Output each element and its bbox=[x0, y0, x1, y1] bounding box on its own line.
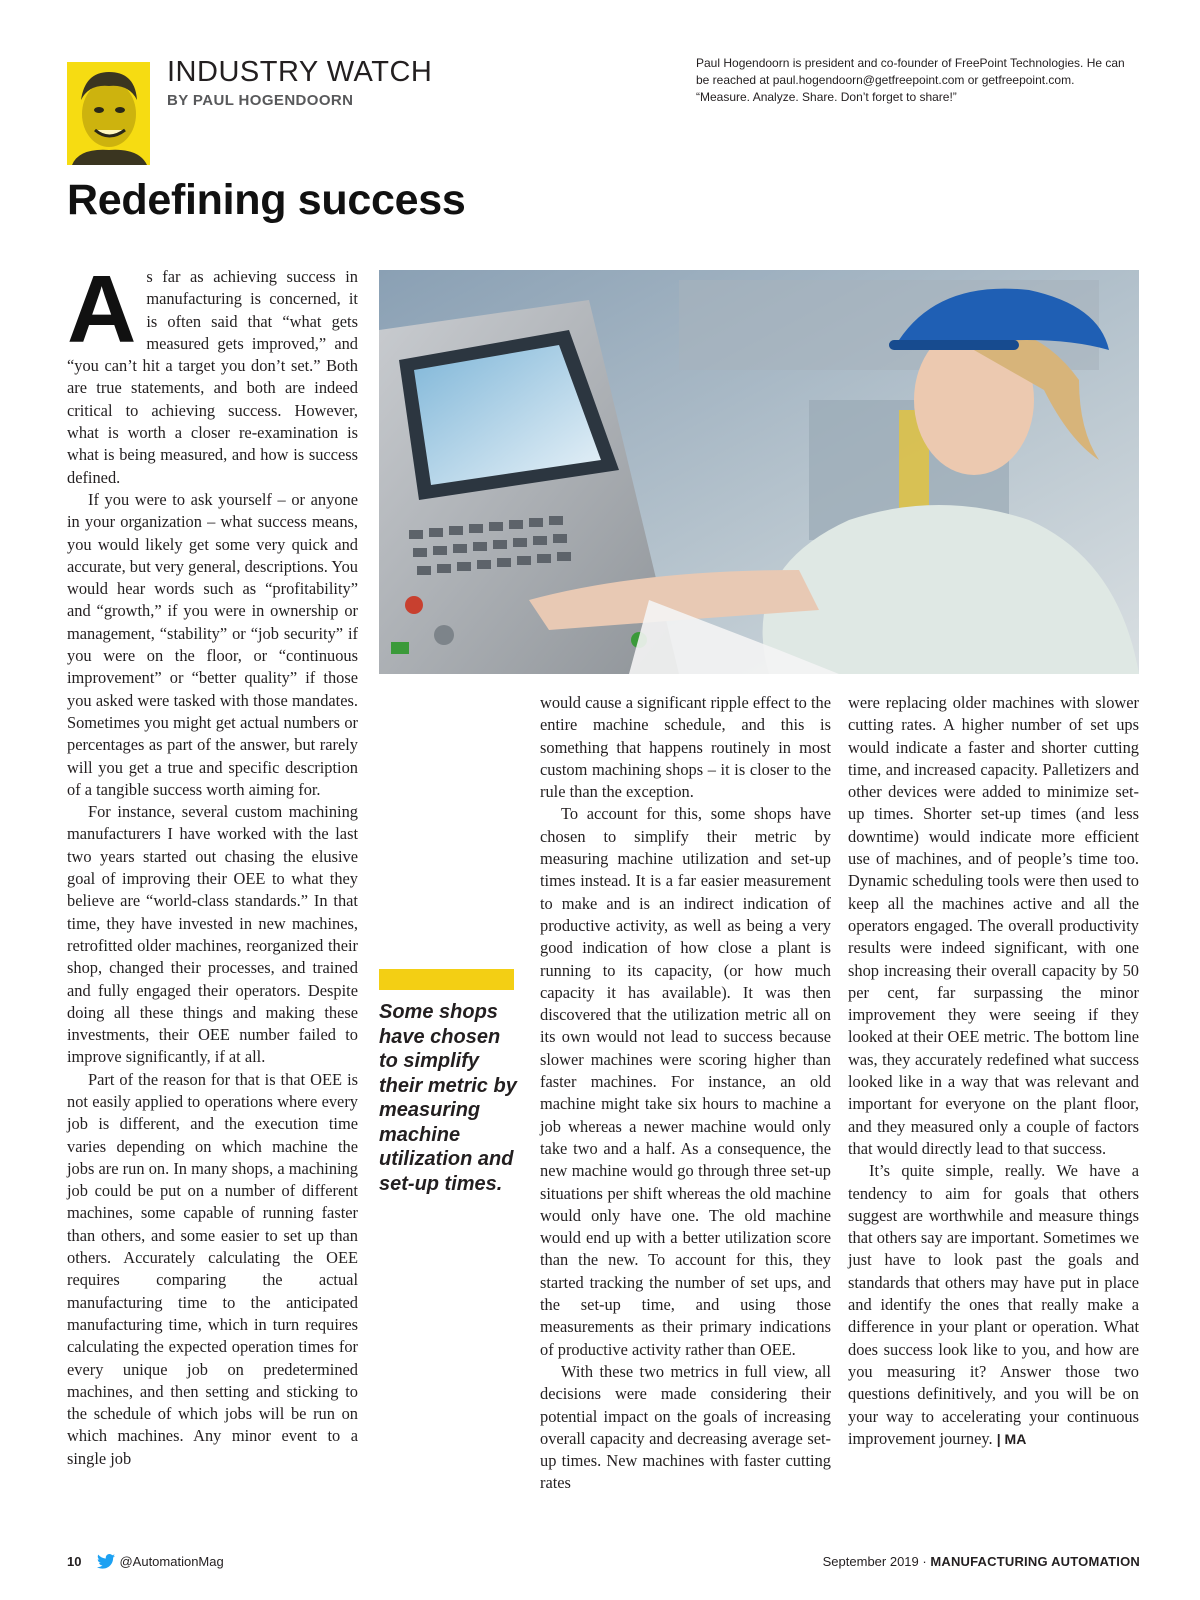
paragraph: With these two metrics in full view, all decisions were made considering their potential impact on the goals of increasing overall capacity and decreasing average set-up times. New machines with faster cutting rates bbox=[540, 1361, 831, 1493]
pull-quote-accent-bar bbox=[379, 969, 514, 990]
author-portrait bbox=[67, 62, 150, 165]
article-column-2 bbox=[540, 692, 831, 1495]
article-column-3 bbox=[848, 692, 1139, 1450]
issue-date: September 2019 · bbox=[822, 1554, 927, 1569]
paragraph: To account for this, some shops have chosen to simplify their metric by measuring machine utilization and set-up times instead. It is a far easier measurement to make and is an indirect indication of productive activity, as well as being a very good indication of how close a plant is running to its capacity, (or how much capacity it has available). It was then discovered that the utilization metric all on its own would not lead to success because slower machines were scoring higher than faster machines. For instance, an old machine might take six hours to machine a job whereas a newer machine would only take two and a half. As a consequence, the new machine would go through three set-up situations per shift whereas the old machine would only have one. The old machine would end up with a better utilization score than the new. To account for this, they started tracking the number of set ups, and the set-up time, and using those measurements as their primary indications of productive activity rather than OEE. bbox=[540, 804, 831, 1359]
pull-quote: Some shops have chosen to simplify their metric by measuring machine utilization and set-up times. bbox=[379, 1001, 517, 1195]
article-photo bbox=[379, 270, 1139, 674]
paragraph: would cause a significant ripple effect to the entire machine schedule, and this is something that happens routinely in most custom machining shops – it is closer to the rule than the exception. bbox=[540, 693, 831, 802]
twitter-handle[interactable]: @AutomationMag bbox=[119, 1554, 224, 1569]
end-mark: | MA bbox=[996, 1430, 1027, 1447]
author-bio: Paul Hogendoorn is president and co-founder of FreePoint Technologies. He can be reached at paul.hogendoorn@getfreepoint.com or getfreepoint.com. “Measure. Analyze. Share. Don’t forget to share!” bbox=[696, 56, 1125, 104]
paragraph bbox=[848, 1160, 1139, 1450]
paragraph: were replacing older machines with slower cutting rates. A higher number of set ups would indicate a faster and shorter cutting time, and increased capacity. Palletizers and other devices were added to minimize set-up times. Shorter set-up times (and less downtime) would indicate more efficient use of machines, and of people’s time too. Dynamic scheduling tools were then used to keep all the machines active and all the operators engaged. The overall productivity results were indeed significant, with one shop increasing their overall capacity by 50 per cent, far surpassing the minor improvement they were seeing if they looked at their OEE metric. The bottom line was, they accurately redefined what success looked like in a way that was relevant and important for everyone on the plant floor, and they measured only a couple of factors that would directly lead to that success. bbox=[848, 693, 1139, 1158]
twitter-icon bbox=[97, 1554, 115, 1569]
page-number: 10 bbox=[67, 1554, 82, 1569]
author-byline: BY PAUL HOGENDOORN bbox=[167, 92, 354, 109]
article-column-1 bbox=[67, 256, 358, 1470]
paragraph: Part of the reason for that is that OEE is not easily applied to operations where every job is different, and the execution time varies depending on which machine the jobs are run on. In many shops, a machining job could be put on a number of different machines, some capable of running faster than others, and some easier to set up than others. Accurately calculating the OEE requires comparing the actual manufacturing time to the anticipated manufacturing time, which in turn requires calculating the expected operation times for every unique job on predetermined machines, and then setting and sticking to the schedule of which jobs will be run on which machines. Any minor event to a single job bbox=[67, 1069, 358, 1468]
paragraph: For instance, several custom machining manufacturers I have worked with the last two years started out chasing the elusive goal of improving their OEE to what they believe are “world-class standards.” In that time, they have invested in new machines, retrofitted older machines, reorganized their shop, changed their processes, and trained and fully engaged their operators. Despite doing all these things and making these investments, their OEE number failed to improve significantly, if at all. bbox=[67, 802, 358, 1067]
footer-left bbox=[67, 1554, 224, 1569]
paragraph: s far as achieving success in manufacturing is concerned, it is often said that “what gets measured gets improved,” and “you can’t hit a target you don’t set.” Both are true statements, and both are indeed critical to achieving success. However, what is worth a closer re-examination is what is being measured, and how is success defined. bbox=[67, 267, 358, 487]
paragraph: If you were to ask yourself – or anyone in your organization – what success means, you would likely get some very quick and accurate, but very general, descriptions. You would hear words such as “profitability” and “growth,” if you were in ownership or management, “stability” or “job security” if you were on the floor, or “continuous improvement” or “better quality” if those you asked were tasked with those mandates. Sometimes you might get actual numbers or percentages as part of the answer, but rarely will you get a true and specific description of a tangible success worth aiming for. bbox=[67, 489, 358, 799]
article-title: Redefining success bbox=[67, 176, 466, 224]
paragraph-text: It’s quite simple, really. We have a tendency to aim for goals that others suggest are worthwhile and measure things that others say are important. Sometimes we just have to look past the goals and standards that others may have put in place and identify the ones that really make a difference in your plant or operation. What does success look like to you, and how are you measuring it? Answer those two questions definitively, and you will be on your way to accelerating your continuous improvement journey. bbox=[848, 1161, 1139, 1448]
publication-name: MANUFACTURING AUTOMATION bbox=[930, 1554, 1140, 1569]
footer-right bbox=[823, 1554, 1140, 1569]
column-label: INDUSTRY WATCH bbox=[167, 56, 433, 88]
drop-cap: A bbox=[67, 256, 137, 363]
